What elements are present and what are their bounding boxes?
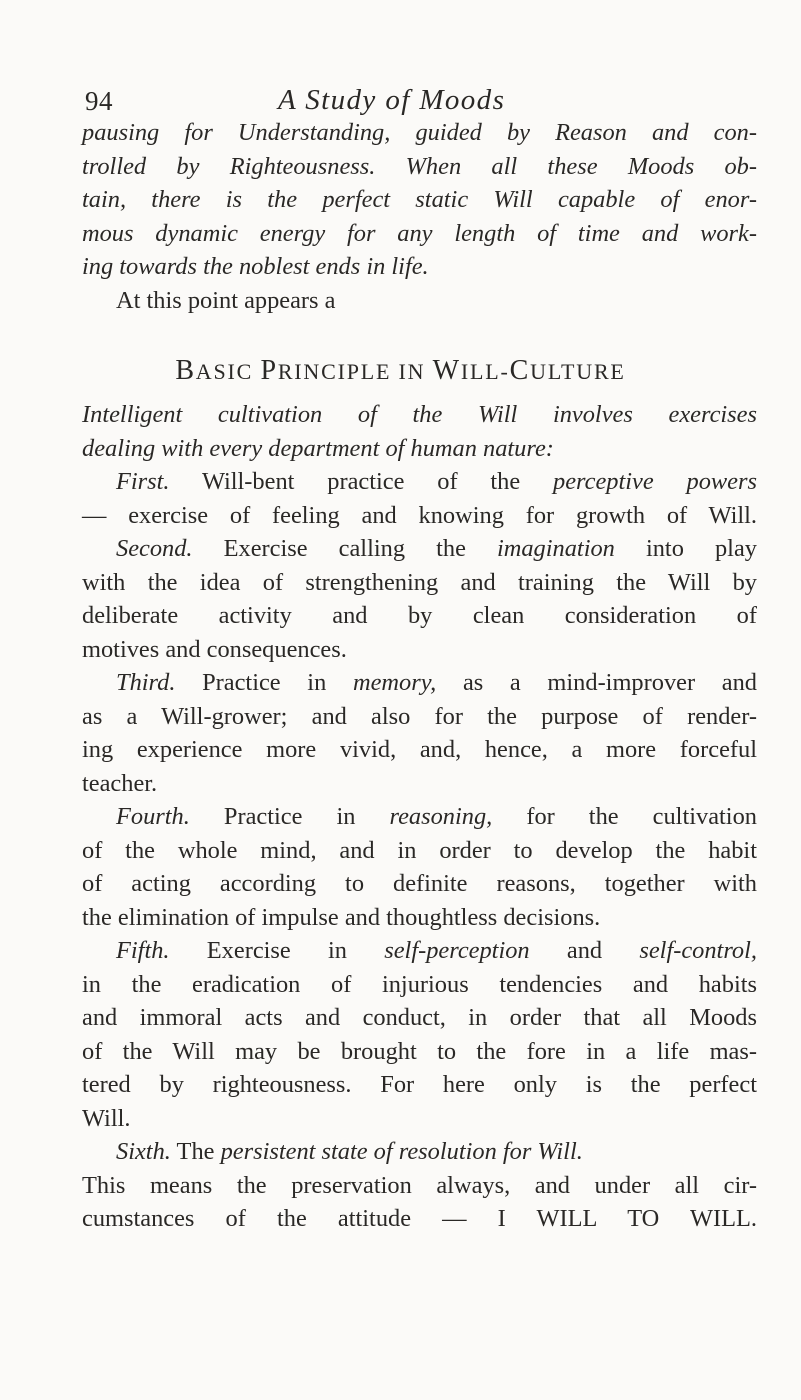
running-title: A Study of Moods: [278, 84, 506, 116]
emphasis: imagination: [496, 535, 615, 562]
text-line: with the idea of strengthening and training the Will by: [82, 568, 757, 596]
text-line: in the eradication of injurious tendencies and habits: [82, 970, 757, 998]
heading-initial: W: [432, 355, 461, 386]
page-number: 94: [85, 86, 113, 116]
text-line: as a Will-grower; and also for the purpose of render-: [82, 702, 757, 730]
text-line: of the Will may be brought to the fore in a life mas-: [82, 1037, 757, 1065]
text-line: Will.: [82, 1104, 131, 1132]
text-line: trolled by Righteousness. When all these Moods ob-: [82, 152, 757, 180]
heading-initial: P: [260, 355, 278, 386]
item-second: Second. Exercise calling the imagination into play: [116, 535, 757, 562]
body-text: [82, 398, 757, 1236]
item-label: Sixth.: [116, 1138, 171, 1165]
text-line: tain, there is the perfect static Will capable of enor-: [82, 186, 757, 213]
item-third: Third. Practice in memory, as a mind-improver and: [116, 669, 757, 696]
heading-smallcaps: RINCIPLE: [277, 359, 392, 384]
text-line: pausing for Understanding, guided by Reason and con-: [82, 119, 757, 146]
item-label: Fourth.: [116, 803, 190, 830]
emphasis: self-control,: [639, 937, 757, 964]
text-line: ing experience more vivid, and, hence, a more forceful: [82, 736, 757, 763]
text-line: At this point appears a: [116, 286, 336, 314]
item-fourth: Fourth. Practice in reasoning, for the cultivation: [116, 803, 757, 830]
emphasis: reasoning,: [389, 803, 493, 830]
text-line: deliberate activity and by clean consideration of: [82, 602, 757, 629]
text-line: Intelligent cultivation of the Will involves exercises: [82, 401, 757, 428]
text-line: This means the preservation always, and under all cir-: [82, 1171, 757, 1199]
section-heading: [0, 356, 801, 387]
item-label: Fifth.: [116, 937, 170, 964]
heading-initial: B: [175, 355, 196, 386]
text-line: cumstances of the attitude — I WILL TO WILL.: [82, 1205, 757, 1232]
heading-smallcaps: IN: [398, 359, 426, 384]
text-line: and immoral acts and conduct, in order that all Moods: [82, 1004, 757, 1031]
text-line: teacher.: [82, 769, 158, 797]
text-line: — exercise of feeling and knowing for growth of Will.: [82, 501, 757, 529]
emphasis: persistent state of resolution for Will.: [220, 1138, 583, 1165]
text-line: motives and consequences.: [82, 635, 347, 663]
heading-smallcaps: ULTURE: [530, 359, 626, 384]
item-fifth: Fifth. Exercise in self-perception and self-control,: [116, 937, 757, 964]
item-label: First.: [116, 468, 170, 495]
text-line: mous dynamic energy for any length of time and work-: [82, 219, 757, 247]
opening-paragraph: [82, 116, 757, 317]
text-line: of the whole mind, and in order to develop the habit: [82, 836, 757, 864]
emphasis: memory,: [352, 669, 437, 696]
heading-smallcaps: ASIC: [195, 359, 254, 384]
text-line: dealing with every department of human nature:: [82, 434, 554, 462]
emphasis: self-perception: [384, 937, 530, 964]
heading-initial: C: [509, 355, 531, 386]
item-label: Third.: [116, 669, 176, 696]
heading-smallcaps: ILL-: [460, 359, 510, 384]
text-line: the elimination of impulse and thoughtless decisions.: [82, 903, 601, 931]
item-sixth: Sixth. The persistent state of resolution for Will.: [116, 1138, 583, 1165]
text-line: of acting according to definite reasons, together with: [82, 870, 757, 897]
item-label: Second.: [116, 535, 193, 562]
text-line: tered by righteousness. For here only is the perfect: [82, 1071, 757, 1098]
item-first: First. Will-bent practice of the perceptive powers: [116, 468, 757, 495]
text-line: ing towards the noblest ends in life.: [82, 253, 429, 280]
emphasis: perceptive powers: [553, 468, 757, 495]
